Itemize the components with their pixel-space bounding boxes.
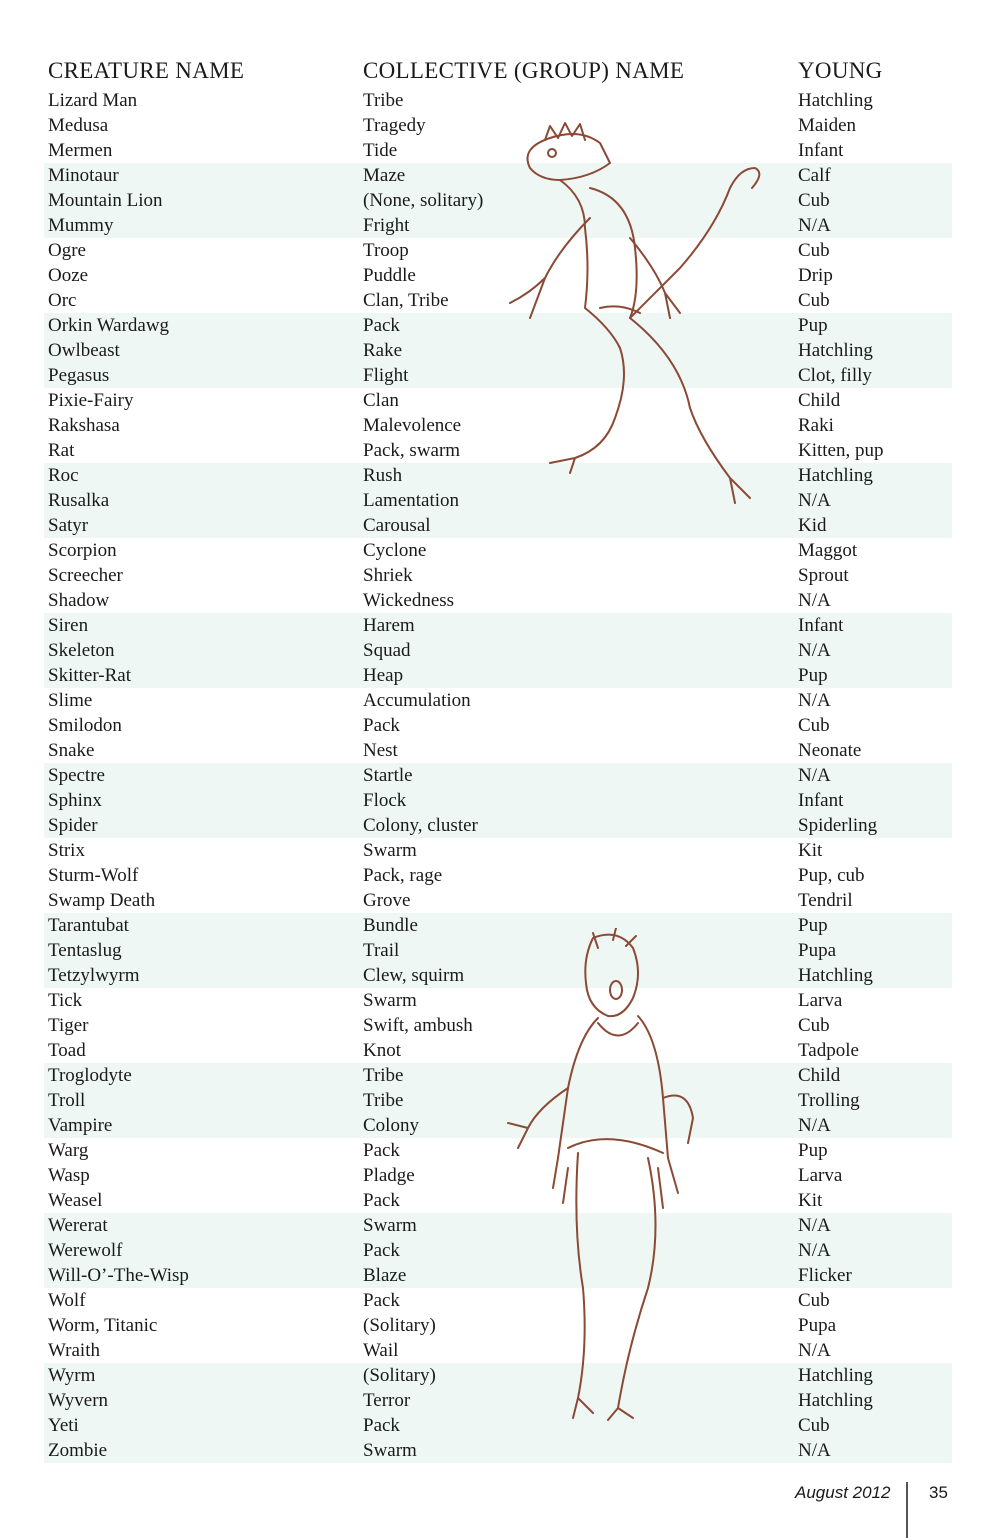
cell-group: Pack (363, 715, 400, 736)
table-row (44, 463, 952, 488)
cell-young: Pup (798, 1140, 828, 1161)
cell-name: Medusa (48, 115, 109, 136)
table-row (0, 1338, 994, 1363)
table-row (44, 788, 952, 813)
cell-name: Rusalka (48, 490, 110, 511)
cell-young: Tendril (798, 890, 853, 911)
header-creature-name: CREATURE NAME (48, 58, 245, 83)
cell-group: Clew, squirm (363, 965, 465, 986)
table-row (44, 913, 952, 938)
cell-name: Ogre (48, 240, 86, 261)
table-row (44, 813, 952, 838)
cell-young: Cub (798, 1290, 830, 1311)
page-number: 35 (929, 1483, 948, 1502)
table-row (0, 988, 994, 1013)
cell-young: N/A (798, 640, 831, 661)
cell-young: Calf (798, 165, 831, 186)
header-group-name: COLLECTIVE (GROUP) NAME (363, 58, 685, 83)
cell-young: Hatchling (798, 90, 873, 111)
cell-group: Swarm (363, 990, 417, 1011)
cell-group: Troop (363, 240, 409, 261)
table-row (0, 88, 994, 113)
cell-group: Trail (363, 940, 400, 961)
cell-name: Troll (48, 1090, 86, 1111)
cell-young: Infant (798, 615, 844, 636)
cell-name: Strix (48, 840, 85, 861)
cell-name: Pegasus (48, 365, 110, 386)
table-row (0, 1288, 994, 1313)
cell-young: N/A (798, 1440, 831, 1461)
cell-young: Cub (798, 240, 830, 261)
cell-group: Wickedness (363, 590, 455, 611)
cell-young: Pup (798, 315, 828, 336)
cell-young: Neonate (798, 740, 862, 761)
cell-name: Snake (48, 740, 95, 761)
cell-group: Flight (363, 365, 409, 386)
cell-name: Ooze (48, 265, 89, 286)
cell-young: Hatchling (798, 1390, 873, 1411)
cell-group: Swift, ambush (363, 1015, 473, 1036)
header-young: YOUNG (798, 58, 883, 83)
cell-name: Toad (48, 1040, 86, 1061)
table-row (44, 613, 952, 638)
table-row (0, 738, 994, 763)
table-row (0, 1163, 994, 1188)
cell-group: Pack (363, 1290, 400, 1311)
cell-group: Pack, swarm (363, 440, 461, 461)
cell-name: Owlbeast (48, 340, 120, 361)
cell-young: Tadpole (798, 1040, 859, 1061)
cell-group: Pack (363, 1415, 400, 1436)
cell-young: Kid (798, 515, 827, 536)
cell-young: Child (798, 390, 841, 411)
cell-name: Werewolf (48, 1240, 123, 1261)
cell-name: Tentaslug (48, 940, 122, 961)
cell-young: Hatchling (798, 340, 873, 361)
cell-name: Tick (48, 990, 83, 1011)
cell-group: Pack (363, 1190, 400, 1211)
cell-young: Pup (798, 665, 828, 686)
cell-young: Spiderling (798, 815, 878, 836)
cell-group: Flock (363, 790, 407, 811)
cell-group: Colony (363, 1115, 419, 1136)
table-row (44, 513, 952, 538)
table-row (44, 763, 952, 788)
cell-name: Shadow (48, 590, 110, 611)
cell-young: Pupa (798, 940, 836, 961)
cell-group: Pack (363, 1140, 400, 1161)
cell-name: Lizard Man (48, 90, 138, 111)
cell-group: Startle (363, 765, 413, 786)
cell-name: Mummy (48, 215, 114, 236)
cell-group: Accumulation (363, 690, 471, 711)
cell-name: Wererat (48, 1215, 108, 1236)
cell-group: Swarm (363, 1440, 417, 1461)
cell-name: Spider (48, 815, 98, 836)
cell-name: Smilodon (48, 715, 122, 736)
cell-young: N/A (798, 1215, 831, 1236)
cell-name: Rakshasa (48, 415, 120, 436)
table-row (44, 938, 952, 963)
issue-date: August 2012 (795, 1483, 891, 1502)
footer-divider (906, 1482, 908, 1538)
cell-name: Will-O’-The-Wisp (48, 1265, 189, 1286)
cell-group: Knot (363, 1040, 401, 1061)
table-row (0, 1188, 994, 1213)
cell-group: Clan (363, 390, 399, 411)
cell-group: Tragedy (363, 115, 426, 136)
table-header (0, 58, 994, 88)
table-row (0, 413, 994, 438)
cell-group: Colony, cluster (363, 815, 478, 836)
table-row (0, 563, 994, 588)
cell-name: Sphinx (48, 790, 102, 811)
cell-group: Malevolence (363, 415, 462, 436)
cell-name: Roc (48, 465, 79, 486)
table-row (44, 188, 952, 213)
cell-young: Pup, cub (798, 865, 865, 886)
table-row (44, 638, 952, 663)
table-row (44, 1263, 952, 1288)
cell-group: Pack (363, 1240, 400, 1261)
cell-group: Nest (363, 740, 398, 761)
cell-name: Wasp (48, 1165, 90, 1186)
cell-group: Harem (363, 615, 415, 636)
table-row (0, 1013, 994, 1038)
cell-group: Tide (363, 140, 398, 161)
cell-group: Swarm (363, 840, 417, 861)
table-row (0, 1038, 994, 1063)
cell-name: Pixie-Fairy (48, 390, 134, 411)
table-row (0, 238, 994, 263)
table-row (0, 838, 994, 863)
table-row (0, 288, 994, 313)
table-row (0, 1313, 994, 1338)
table-row (44, 1088, 952, 1113)
cell-young: Pupa (798, 1315, 836, 1336)
cell-name: Rat (48, 440, 75, 461)
cell-group: Rush (363, 465, 403, 486)
cell-name: Spectre (48, 765, 105, 786)
cell-name: Mermen (48, 140, 113, 161)
cell-name: Zombie (48, 1440, 108, 1461)
cell-young: Hatchling (798, 1365, 873, 1386)
table-row (0, 863, 994, 888)
table-row (44, 1113, 952, 1138)
cell-group: Tribe (363, 1065, 404, 1086)
table-row (0, 688, 994, 713)
cell-name: Screecher (48, 565, 123, 586)
table-row (44, 1213, 952, 1238)
cell-name: Minotaur (48, 165, 119, 186)
cell-group: Tribe (363, 90, 404, 111)
table-row (44, 1363, 952, 1388)
cell-name: Tetzylwyrm (48, 965, 140, 986)
table-row (0, 263, 994, 288)
table-row (44, 213, 952, 238)
cell-young: N/A (798, 215, 831, 236)
cell-group: Swarm (363, 1215, 417, 1236)
cell-young: Kit (798, 840, 823, 861)
cell-young: Maiden (798, 115, 857, 136)
cell-group: Puddle (363, 265, 416, 286)
cell-name: Slime (48, 690, 93, 711)
cell-group: Bundle (363, 915, 418, 936)
cell-young: N/A (798, 490, 831, 511)
cell-young: N/A (798, 1340, 831, 1361)
table-row (44, 313, 952, 338)
cell-young: Cub (798, 715, 830, 736)
cell-group: (Solitary) (363, 1315, 436, 1336)
cell-young: N/A (798, 765, 831, 786)
table-row (0, 438, 994, 463)
cell-young: Infant (798, 140, 844, 161)
cell-young: Larva (798, 990, 843, 1011)
cell-name: Vampire (48, 1115, 113, 1136)
cell-young: Kitten, pup (798, 440, 884, 461)
cell-name: Skeleton (48, 640, 115, 661)
cell-young: Raki (798, 415, 834, 436)
cell-name: Mountain Lion (48, 190, 163, 211)
table-row (44, 963, 952, 988)
cell-young: Drip (798, 265, 833, 286)
cell-name: Worm, Titanic (48, 1315, 158, 1336)
cell-name: Weasel (48, 1190, 103, 1211)
table-row (0, 138, 994, 163)
cell-young: Cub (798, 290, 830, 311)
cell-young: Larva (798, 1165, 843, 1186)
cell-group: Wail (363, 1340, 399, 1361)
cell-young: Cub (798, 190, 830, 211)
cell-name: Skitter-Rat (48, 665, 131, 686)
cell-group: Tribe (363, 1090, 404, 1111)
cell-group: Squad (363, 640, 411, 661)
cell-group: (None, solitary) (363, 190, 484, 211)
cell-name: Orc (48, 290, 77, 311)
cell-young: Pup (798, 915, 828, 936)
cell-name: Wraith (48, 1340, 100, 1361)
cell-group: Cyclone (363, 540, 427, 561)
cell-group: Lamentation (363, 490, 460, 511)
cell-young: Cub (798, 1415, 830, 1436)
cell-name: Yeti (48, 1415, 79, 1436)
cell-name: Wolf (48, 1290, 86, 1311)
cell-group: Pladge (363, 1165, 415, 1186)
cell-name: Wyvern (48, 1390, 109, 1411)
cell-name: Troglodyte (48, 1065, 132, 1086)
cell-group: Fright (363, 215, 410, 236)
cell-young: Kit (798, 1190, 823, 1211)
cell-young: N/A (798, 1115, 831, 1136)
cell-group: Carousal (363, 515, 431, 536)
creature-table (0, 88, 994, 1463)
cell-group: Heap (363, 665, 404, 686)
cell-young: Child (798, 1065, 841, 1086)
cell-young: Hatchling (798, 965, 873, 986)
cell-group: Rake (363, 340, 403, 361)
table-row (44, 338, 952, 363)
table-row (0, 588, 994, 613)
cell-name: Siren (48, 615, 89, 636)
cell-young: N/A (798, 690, 831, 711)
cell-young: Flicker (798, 1265, 852, 1286)
table-row (0, 888, 994, 913)
cell-name: Tiger (48, 1015, 89, 1036)
table-row (0, 113, 994, 138)
cell-young: N/A (798, 1240, 831, 1261)
table-row (44, 488, 952, 513)
cell-name: Satyr (48, 515, 89, 536)
cell-group: Terror (363, 1390, 411, 1411)
cell-group: Pack (363, 315, 400, 336)
cell-young: N/A (798, 590, 831, 611)
table-row (0, 1138, 994, 1163)
cell-group: Pack, rage (363, 865, 443, 886)
cell-group: Grove (363, 890, 411, 911)
table-row (0, 713, 994, 738)
cell-name: Warg (48, 1140, 89, 1161)
table-row (44, 663, 952, 688)
table-row (44, 1413, 952, 1438)
cell-group: Shriek (363, 565, 413, 586)
table-row (44, 363, 952, 388)
cell-group: Blaze (363, 1265, 407, 1286)
cell-name: Wyrm (48, 1365, 96, 1386)
table-row (44, 163, 952, 188)
cell-young: Trolling (798, 1090, 860, 1111)
cell-young: Hatchling (798, 465, 873, 486)
cell-name: Sturm-Wolf (48, 865, 139, 886)
table-row (44, 1238, 952, 1263)
table-row (0, 388, 994, 413)
cell-young: Clot, filly (798, 365, 872, 386)
table-row (44, 1388, 952, 1413)
cell-name: Swamp Death (48, 890, 156, 911)
table-row (0, 538, 994, 563)
cell-group: Maze (363, 165, 406, 186)
cell-name: Tarantubat (48, 915, 129, 936)
cell-name: Scorpion (48, 540, 117, 561)
cell-young: Maggot (798, 540, 858, 561)
table-row (44, 1438, 952, 1463)
cell-group: Clan, Tribe (363, 290, 449, 311)
cell-group: (Solitary) (363, 1365, 436, 1386)
table-row (44, 1063, 952, 1088)
cell-young: Cub (798, 1015, 830, 1036)
cell-young: Infant (798, 790, 844, 811)
cell-name: Orkin Wardawg (48, 315, 170, 336)
cell-young: Sprout (798, 565, 849, 586)
